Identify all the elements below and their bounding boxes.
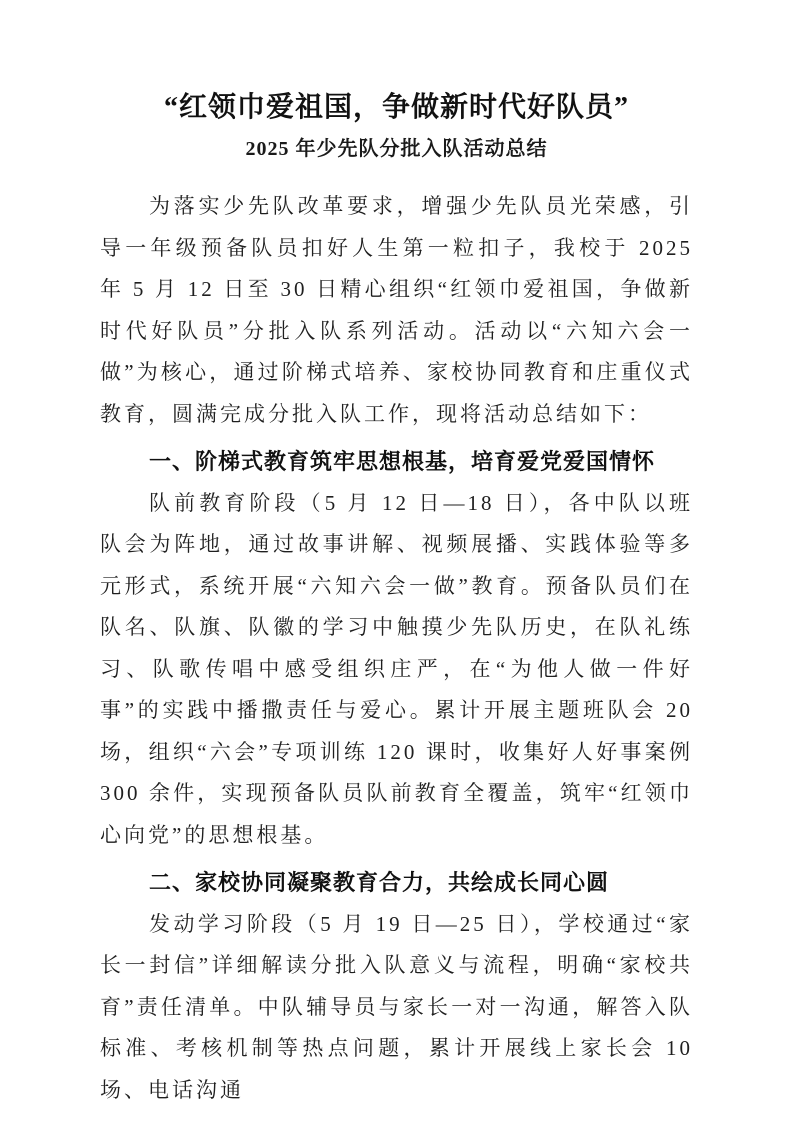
document-body [100,186,693,1111]
paragraph-section-2: 发动学习阶段（5 月 19 日—25 日），学校通过“家长一封信”详细解读分批入队意义与流程，明确“家校共育”责任清单。中队辅导员与家长一对一沟通，解答入队标准、考核机制等热点问题，累计开展线上家长会 10 场、电话沟通 [100,911,693,1102]
document-subtitle: 2025 年少先队分批入队活动总结 [245,138,548,160]
paragraph-intro: 为落实少先队改革要求，增强少先队员光荣感，引导一年级预备队员扣好人生第一粒扣子，我校于 2025 年 5 月 12 日至 30 日精心组织“红领巾爱祖国，争做新时代好队员”分批入队系列活动。活动以“六知六会一做”为核心，通过阶梯式培养、家校协同教育和庄重仪式教育，圆满完成分批入队工作，现将活动总结如下： [100,194,693,426]
paragraph-section-1: 队前教育阶段（5 月 12 日—18 日），各中队以班队会为阵地，通过故事讲解、视频展播、实践体验等多元形式，系统开展“六知六会一做”教育。预备队员们在队名、队旗、队徽的学习中触摸少先队历史，在队礼练习、队歌传唱中感受组织庄严，在“为他人做一件好事”的实践中播撒责任与爱心。累计开展主题班队会 20 场，组织“六会”专项训练 120 课时，收集好人好事案例 300 余件，实现预备队员队前教育全覆盖，筑牢“红领巾心向党”的思想根基。 [100,490,693,847]
section-heading-1: 一、阶梯式教育筑牢思想根基，培育爱党爱国情怀 [149,449,656,474]
section-heading-2: 二、家校协同凝聚教育合力，共绘成长同心圆 [149,870,610,895]
document-title: “红领巾爱祖国，争做新时代好队员” [163,92,629,123]
